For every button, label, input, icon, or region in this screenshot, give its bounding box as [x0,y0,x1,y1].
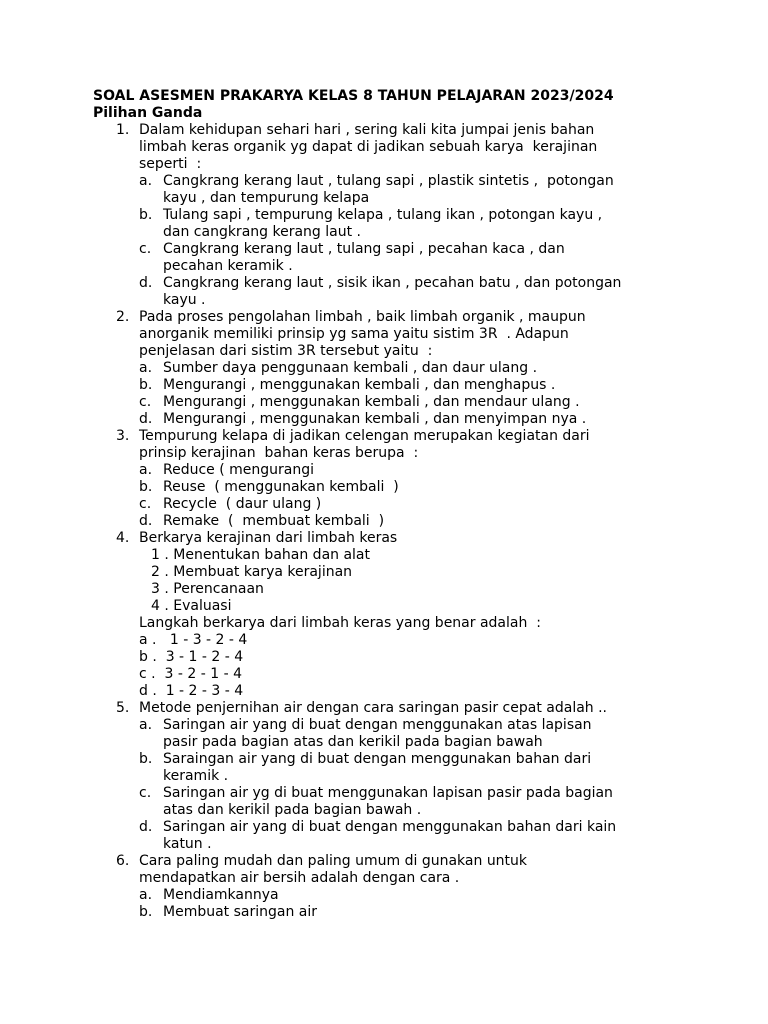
option-text: Remake ( membuat kembali ) [163,513,385,529]
option-letter: c. [139,785,152,801]
option-text: Saringan air yg di buat menggunakan lapisan pasir pada bagian [163,785,613,801]
answer-option: c . 3 - 2 - 1 - 4 [139,666,242,682]
question-number: 6. [116,853,130,869]
question-prompt: Langkah berkarya dari limbah keras yang benar adalah : [139,615,541,631]
option-text: Reduce ( mengurangi [163,462,315,478]
option-text: Tulang sapi , tempurung kelapa , tulang ikan , potongan kayu , [163,207,603,223]
option-text: Membuat saringan air [163,904,318,920]
question-number: 1. [116,122,130,138]
document-title: SOAL ASESMEN PRAKARYA KELAS 8 TAHUN PELAJARAN 2023/2024 [93,88,614,104]
option-text: kayu , dan tempurung kelapa [163,190,370,206]
question-text: Tempurung kelapa di jadikan celengan merupakan kegiatan dari [139,428,590,444]
question-text: Dalam kehidupan sehari hari , sering kali kita jumpai jenis bahan [139,122,595,138]
option-letter: c. [139,394,152,410]
option-letter: c. [139,496,152,512]
option-text: Mengurangi , menggunakan kembali , dan menghapus . [163,377,556,393]
option-letter: d. [139,819,153,835]
question-text: Metode penjernihan air dengan cara saringan pasir cepat adalah .. [139,700,608,716]
option-letter: d. [139,275,153,291]
option-text: Mengurangi , menggunakan kembali , dan mendaur ulang . [163,394,580,410]
question-number: 3. [116,428,130,444]
question-text: prinsip kerajinan bahan keras berupa : [139,445,419,461]
option-letter: d. [139,513,153,529]
option-letter: a. [139,717,153,733]
option-text: atas dan kerikil pada bagian bawah . [163,802,422,818]
option-letter: b. [139,904,153,920]
step-item: 3 . Perencanaan [151,581,264,597]
option-text: kayu . [163,292,206,308]
option-text: Cangkrang kerang laut , tulang sapi , plastik sintetis , potongan [163,173,614,189]
option-text: pasir pada bagian atas dan kerikil pada bagian bawah [163,734,543,750]
question-text: Cara paling mudah dan paling umum di gunakan untuk [139,853,528,869]
option-text: Cangkrang kerang laut , tulang sapi , pecahan kaca , dan [163,241,565,257]
question-number: 2. [116,309,130,325]
option-letter: b. [139,751,153,767]
question-text: anorganik memiliki prinsip yg sama yaitu sistim 3R . Adapun [139,326,569,342]
section-heading: Pilihan Ganda [93,105,203,121]
step-item: 4 . Evaluasi [151,598,232,614]
option-letter: b. [139,377,153,393]
question-text: seperti : [139,156,202,172]
option-text: dan cangkrang kerang laut . [163,224,361,240]
option-text: Saringan air yang di buat dengan menggunakan atas lapisan [163,717,592,733]
option-letter: a. [139,462,153,478]
option-text: katun . [163,836,212,852]
question-text: Berkarya kerajinan dari limbah keras [139,530,398,546]
option-letter: a. [139,173,153,189]
option-text: pecahan keramik . [163,258,293,274]
question-number: 4. [116,530,130,546]
option-text: Mendiamkannya [163,887,279,903]
option-text: Reuse ( menggunakan kembali ) [163,479,399,495]
step-item: 2 . Membuat karya kerajinan [151,564,353,580]
option-text: Sumber daya penggunaan kembali , dan daur ulang . [163,360,538,376]
step-item: 1 . Menentukan bahan dan alat [151,547,371,563]
question-number: 5. [116,700,130,716]
answer-option: d . 1 - 2 - 3 - 4 [139,683,244,699]
option-letter: a. [139,887,153,903]
option-letter: c. [139,241,152,257]
option-letter: b. [139,207,153,223]
question-text: Pada proses pengolahan limbah , baik limbah organik , maupun [139,309,586,325]
option-text: Recycle ( daur ulang ) [163,496,322,512]
question-text: mendapatkan air bersih adalah dengan cara . [139,870,460,886]
answer-option: a . 1 - 3 - 2 - 4 [139,632,248,648]
question-text: penjelasan dari sistim 3R tersebut yaitu : [139,343,433,359]
question-text: limbah keras organik yg dapat di jadikan sebuah karya kerajinan [139,139,598,155]
option-letter: b. [139,479,153,495]
answer-option: b . 3 - 1 - 2 - 4 [139,649,244,665]
option-text: Mengurangi , menggunakan kembali , dan menyimpan nya . [163,411,587,427]
option-text: Cangkrang kerang laut , sisik ikan , pecahan batu , dan potongan [163,275,622,291]
option-letter: d. [139,411,153,427]
option-text: keramik . [163,768,229,784]
option-text: Saringan air yang di buat dengan menggunakan bahan dari kain [163,819,617,835]
option-text: Saraingan air yang di buat dengan menggunakan bahan dari [163,751,592,767]
option-letter: a. [139,360,153,376]
